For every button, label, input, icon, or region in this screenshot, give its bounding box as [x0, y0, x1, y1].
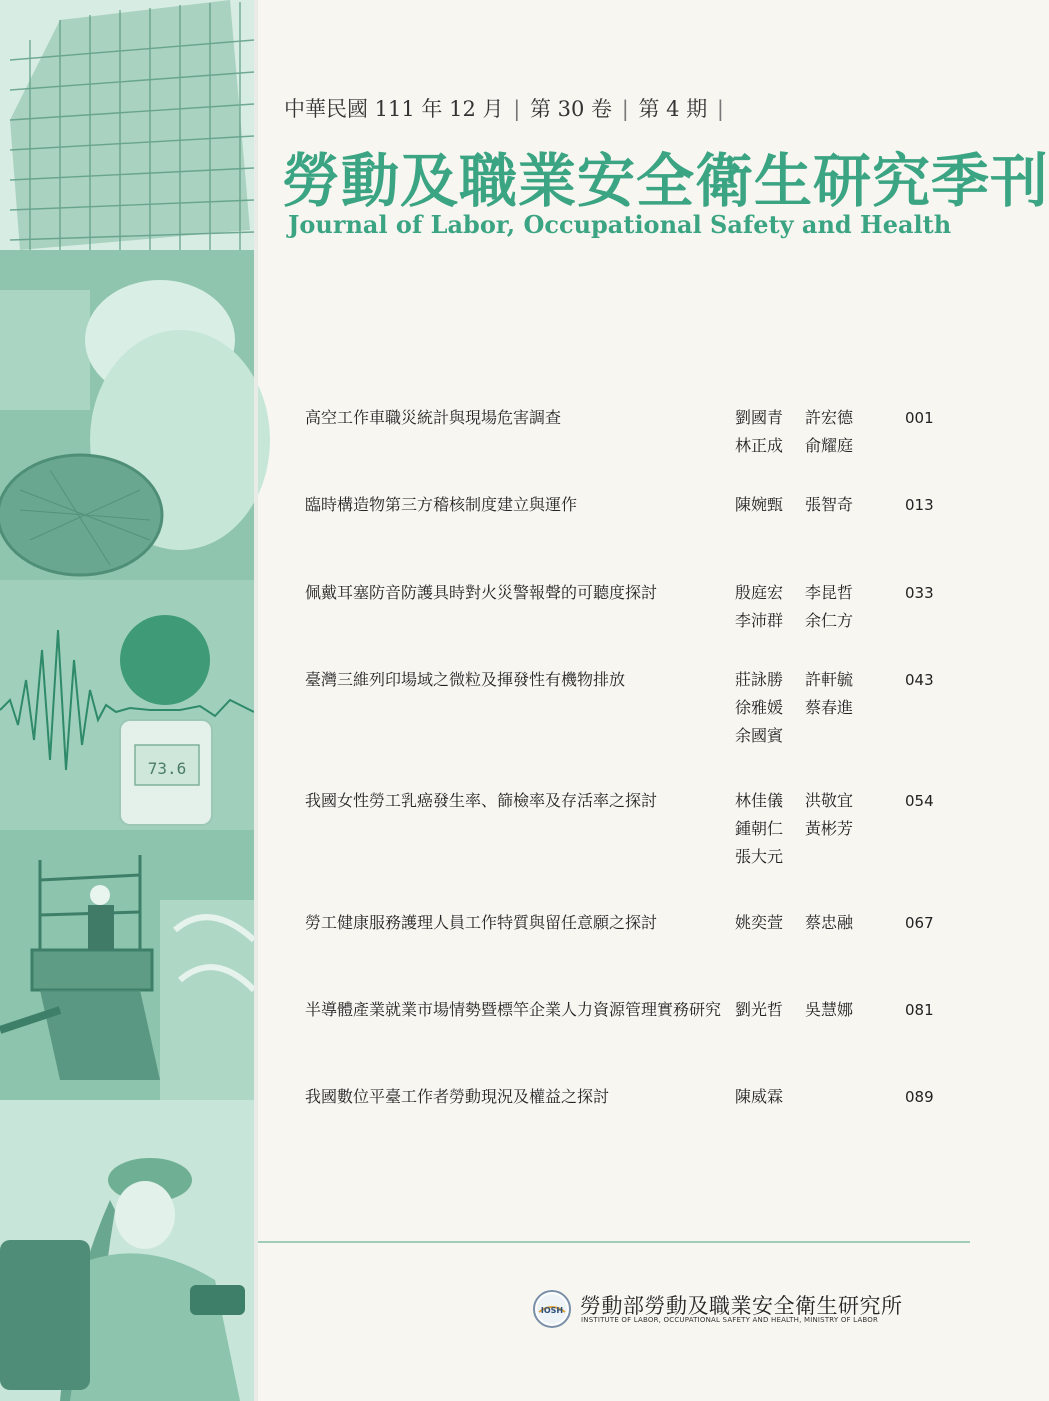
logo-text: IOSH	[540, 1306, 564, 1315]
article-authors	[735, 1086, 885, 1108]
footer-divider	[258, 1241, 970, 1243]
strip-edge	[254, 0, 258, 1401]
cleanroom-worker-image	[0, 250, 270, 580]
author: 殷庭宏	[735, 583, 784, 602]
article-authors	[735, 407, 885, 457]
journal-title-zh: 勞動及職業安全衛生研究季刊	[282, 147, 1049, 215]
issue-number: 第 4 期	[638, 97, 708, 121]
author: 許宏德	[805, 408, 854, 427]
page-number: 067	[905, 914, 934, 932]
author: 陳威霖	[735, 1087, 784, 1106]
article-title: 高空工作車職災統計與現場危害調查	[305, 408, 562, 427]
article-title: 勞工健康服務護理人員工作特質與留任意願之探討	[305, 913, 658, 932]
author: 黃彬芳	[805, 819, 854, 838]
article-authors	[735, 912, 885, 934]
author: 吳慧娜	[805, 1000, 854, 1019]
author: 李昆哲	[805, 583, 854, 602]
separator: |	[621, 97, 629, 121]
article-authors	[735, 999, 885, 1021]
article-title: 半導體產業就業市場情勢暨標竿企業人力資源管理實務研究	[305, 1000, 722, 1019]
author: 劉光哲	[735, 1000, 784, 1019]
iosh-logo-icon	[535, 1292, 569, 1326]
article-authors	[735, 494, 885, 516]
issue-date: 中華民國 111 年 12 月	[284, 97, 504, 121]
iosh-logo	[533, 1290, 571, 1328]
sound-meter-image	[0, 580, 254, 830]
page-number: 043	[905, 671, 934, 689]
publisher-name-zh: 勞動部勞動及職業安全衛生研究所	[580, 1294, 903, 1318]
issue-volume: 第 30 卷	[529, 97, 613, 121]
author: 莊詠勝	[735, 670, 784, 689]
article-title: 佩戴耳塞防音防護具時對火災警報聲的可聽度探討	[305, 583, 658, 602]
author: 林佳儀	[735, 791, 784, 810]
article-authors	[735, 669, 885, 747]
aerial-platform-image	[0, 830, 254, 1100]
author: 鍾朝仁	[735, 819, 784, 838]
article-title: 臺灣三維列印場域之微粒及揮發性有機物排放	[305, 670, 626, 689]
page-number: 089	[905, 1088, 934, 1106]
issue-line	[284, 93, 727, 123]
publisher-name-en: INSTITUTE OF LABOR, OCCUPATIONAL SAFETY AND HEALTH, MINISTRY OF LABOR	[581, 1316, 879, 1324]
author: 俞耀庭	[805, 436, 854, 455]
article-title: 我國數位平臺工作者勞動現況及權益之探討	[305, 1087, 610, 1106]
article-title: 我國女性勞工乳癌發生率、篩檢率及存活率之探討	[305, 791, 658, 810]
author: 洪敬宜	[805, 791, 854, 810]
page-number: 081	[905, 1001, 934, 1019]
author: 徐雅媛	[735, 698, 784, 717]
journal-title-en: Journal of Labor, Occupational Safety and Health	[288, 210, 952, 239]
cover-photo-strip	[0, 0, 254, 1401]
author: 張智奇	[805, 495, 854, 514]
author: 余國賓	[735, 726, 784, 745]
meter-reading: 73.6	[147, 759, 187, 778]
author: 余仁方	[805, 611, 854, 630]
article-authors	[735, 790, 885, 868]
cover-collage	[0, 0, 254, 1401]
page-number: 054	[905, 792, 934, 810]
separator: |	[716, 97, 724, 121]
delivery-worker-image	[0, 1100, 254, 1401]
author: 蔡忠融	[805, 913, 854, 932]
page-number: 013	[905, 496, 934, 514]
author: 林正成	[735, 436, 784, 455]
article-title: 臨時構造物第三方稽核制度建立與運作	[305, 495, 578, 514]
author: 劉國青	[735, 408, 784, 427]
author: 許軒毓	[805, 670, 854, 689]
author: 蔡春進	[805, 698, 854, 717]
page-number: 001	[905, 409, 934, 427]
author: 陳婉甄	[735, 495, 784, 514]
author: 李沛群	[735, 611, 784, 630]
scaffold-building-image	[0, 0, 254, 250]
separator: |	[513, 97, 521, 121]
author: 張大元	[735, 847, 784, 866]
article-authors	[735, 582, 885, 632]
page-number: 033	[905, 584, 934, 602]
author: 姚奕萱	[735, 913, 784, 932]
